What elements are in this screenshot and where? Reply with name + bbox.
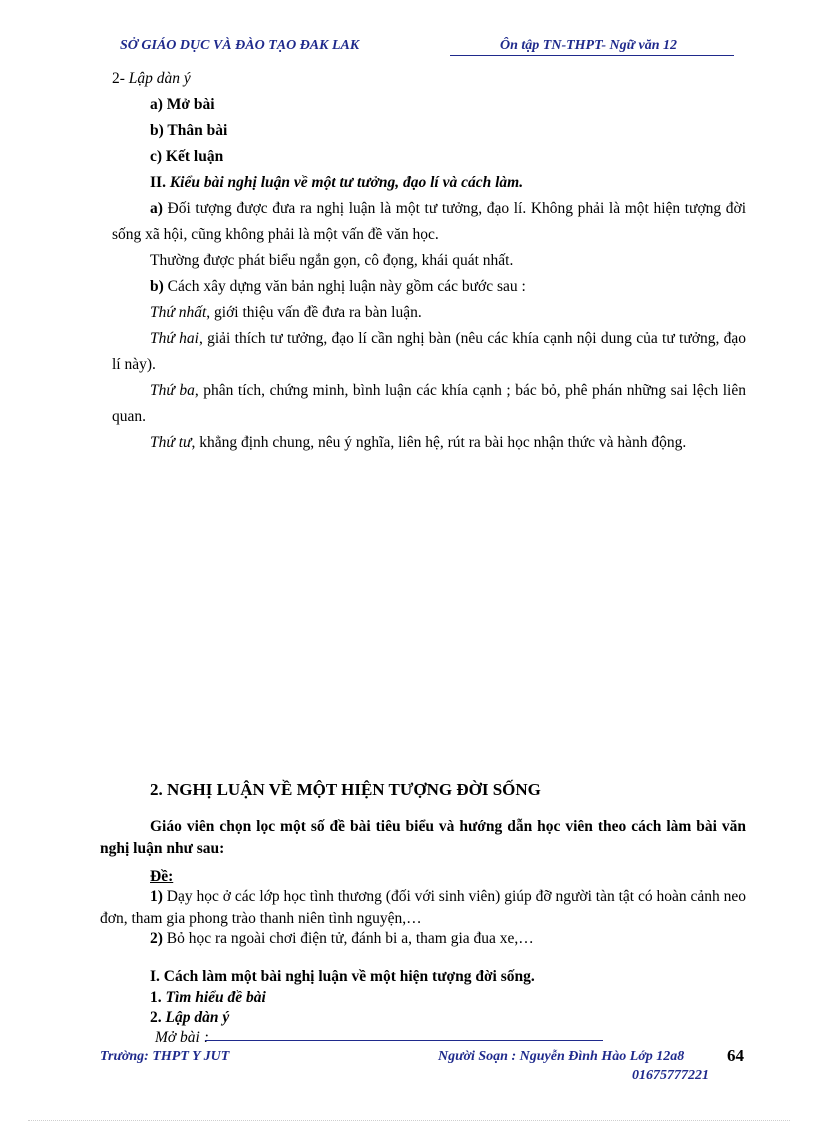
- item-2-text: Lập dàn ý: [165, 1009, 230, 1026]
- page-number: 64: [727, 1046, 744, 1065]
- step-1-em: Thứ nhất: [150, 304, 207, 321]
- step-2: [112, 326, 746, 378]
- mo-bai-item: a) Mở bài: [150, 96, 215, 113]
- de-1-num: 1): [150, 888, 163, 905]
- step-1-text: , giới thiệu vấn đề đưa ra bàn luận.: [206, 304, 422, 321]
- header-left: SỞ GIÁO DỤC VÀ ĐÀO TẠO ĐAK LAK: [120, 38, 360, 53]
- b-text: Cách xây dựng văn bản nghị luận này gồm các bước sau :: [167, 278, 526, 295]
- a-label: a): [150, 200, 163, 217]
- a-text: Đối tượng được đưa ra nghị luận là một tư tưởng, đạo lí. Không phải là một hiện tượng đời sống xã hội, cũng không phải là một vấn đề văn học.: [112, 200, 747, 243]
- de-1: [100, 886, 746, 930]
- section-ii-title: Kiểu bài nghị luận về một tư tưởng, đạo lí và cách làm.: [169, 174, 524, 191]
- step-1: [150, 300, 746, 326]
- mo-bai-label: Mở bài :: [155, 1029, 209, 1046]
- b-label: b): [150, 278, 164, 295]
- lap-dan-y-text: - Lập dàn ý: [119, 70, 191, 87]
- de-2-num: 2): [150, 930, 163, 947]
- section-ii-heading: [150, 170, 746, 196]
- lap-dan-y-heading: [112, 66, 746, 92]
- item-2: [150, 1007, 746, 1029]
- paragraph-a2: Thường được phát biểu ngắn gọn, cô đọng, khái quát nhất.: [150, 252, 514, 269]
- de-label: Đề:: [150, 868, 174, 885]
- step-3-text: , phân tích, chứng minh, bình luận các khía cạnh ; bác bỏ, phê phán những sai lệch liên quan.: [112, 382, 746, 425]
- footer-rule: [205, 1040, 603, 1041]
- page-bottom-border: [28, 1120, 790, 1121]
- step-3: [112, 378, 746, 430]
- paragraph-a: [112, 196, 746, 248]
- footer-author: Người Soạn : Nguyễn Đình Hào Lớp 12a8: [438, 1049, 685, 1064]
- ket-luan-item: c) Kết luận: [150, 148, 224, 165]
- paragraph-b: [150, 274, 746, 300]
- step-4: [112, 430, 746, 456]
- step-4-em: Thứ tư: [150, 434, 192, 451]
- section-i-heading: I. Cách làm một bài nghị luận về một hiện tượng đời sống.: [150, 968, 535, 985]
- de-1-text: Dạy học ở các lớp học tình thương (đối với sinh viên) giúp đỡ người tàn tật có hoàn cảnh neo đơn, tham gia phong trào thanh niên tình nguyện,…: [100, 888, 746, 927]
- item-1-num: 1.: [150, 989, 162, 1006]
- part2-intro: Giáo viên chọn lọc một số đề bài tiêu biểu và hướng dẫn học viên theo cách làm bài văn nghị luận như sau:: [100, 818, 746, 857]
- footer-school: Trường: THPT Y JUT: [100, 1049, 230, 1064]
- de-2: [150, 928, 746, 950]
- step-2-em: Thứ hai: [150, 330, 199, 347]
- de-2-text: Bỏ học ra ngoài chơi điện tử, đánh bi a, tham gia đua xe,…: [162, 930, 534, 947]
- section-2-heading: 2. NGHỊ LUẬN VỀ MỘT HIỆN TƯỢNG ĐỜI SỐNG: [150, 780, 541, 799]
- item-2-num: 2.: [150, 1009, 162, 1026]
- item-1: [150, 987, 746, 1009]
- footer-phone: 01675777221: [632, 1068, 709, 1083]
- step-3-em: Thứ ba: [150, 382, 195, 399]
- than-bai-item: b) Thân bài: [150, 122, 228, 139]
- lap-dan-y-num: 2: [112, 70, 120, 87]
- step-4-text: , khẳng định chung, nêu ý nghĩa, liên hệ, rút ra bài học nhận thức và hành động.: [191, 434, 687, 451]
- step-2-text: , giải thích tư tưởng, đạo lí cần nghị bàn (nêu các khía cạnh nội dung của tư tưởng, đạo lí này).: [112, 330, 746, 373]
- item-1-text: Tìm hiểu đề bài: [165, 989, 266, 1006]
- header-rule: [450, 55, 734, 56]
- section-ii-num: II.: [150, 174, 166, 191]
- header-right: Ôn tập TN-THPT- Ngữ văn 12: [500, 38, 678, 53]
